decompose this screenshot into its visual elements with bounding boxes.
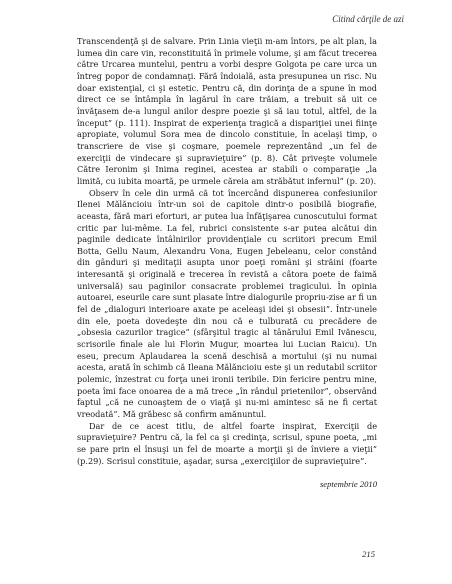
body-text bbox=[77, 36, 377, 467]
date-line: septembrie 2010 bbox=[319, 479, 377, 489]
paragraph-3: Dar de ce acest titlu, de altfel foarte inspirat, Exerciţii de supravieţuire? Pentru că, la fel ca şi credinţa, scrisul, spune poeta, „mi se pare prin el însuşi un fel de moarte a morţii şi de înviere a vieţii” (p.29). Scrisul constituie, aşadar, sursa „exerciţiilor de supravieţuire”. bbox=[77, 420, 377, 466]
paragraph-1: Transcendenţă şi de salvare. Prin Linia vieţii m-am întors, pe alt plan, la lumea din care vin, reconstituită în primele volume, şi am făcut trecerea către Urcarea muntelui, pentru a vorbi despre Golgota pe care urca un întreg popor de condamnaţi. Fără îndoială, asta presupunea un risc. Nu doar existenţial, ci şi estetic. Pentru că, din dorinţa de a spune în mod direct ce se întâmpla în lagărul în care trăiam, a trebuit să uit ce învăţasem de-a lungul anilor despre poezie şi să iau totul, altfel, de la început” (p. 111). Inspirat de experienţa tragică a dispariţiei unei fiinţe apropiate, volumul Sora mea de dincolo constituie, în acelaşi timp, o transcriere de vise şi coşmare, poemele reprezentând „un fel de exerciţii de vindecare şi supravieţuire” (p. 8). Cât priveşte volumele Către Ieronim şi Inima reginei, acestea ar stabili o comparaţie „la limită, cu iubita moartă, pe urmele căreia am străbătut infernul” (p. 20). bbox=[77, 36, 377, 186]
page-number: 215 bbox=[362, 549, 375, 559]
running-head: Citind cărţile de azi bbox=[332, 14, 404, 24]
paragraph-2: Observ în cele din urmă că tot încercând dispunerea confesiunilor Ilenei Mălăncioiu într-un soi de capitole dintr-o posibilă biografie, aceasta, fără mari eforturi, ar putea lua înfăţişarea cunoscutului format critic par lui-même. La fel, rubrici consistente s-ar putea alcătui din paginile dedicate întâlnirilor providenţiale cu scriitori precum Emil Botta, Gellu Naum, Alexandru Vona, Eugen Jebeleanu, celor constând din gânduri şi meditaţii asupta unor poeţi români şi străini (foarte interesantă şi originală e trecerea în revistă a câtora poete de faimă universală) sau paginilor consacrate problemei tragicului. În opinia autoarei, eseurile care sunt plasate între dialogurile propriu-zise ar fi un fel de „dialoguri interioare axate pe aceleaşi idei şi obsesii”. Într-unele din ele, poeta dovedeşte din nou că e tulburată cu precădere de „obsesia cazurilor tragice” (sfârşitul tragic al tânărului Emil Ivănescu, scrisorile finale ale lui Florin Mugur, moartea lui Lucian Raicu). Un eseu, precum Aplaudarea la scenă deschisă a mortului (şi nu numai acesta, arată în schimb că Ileana Mălăncioiu este şi un redutabil scriitor polemic, înzestrat cu forţa unei ironii teribile. Din fericire pentru mine, poeta îmi face onoarea de a mă trece „în rândul prietenilor”, observând faptul „că ne cunoaştem de o viaţă şi nu-mi amintesc să ne fi certat vreodată”. Mă grăbesc să confirm amănuntul. bbox=[77, 187, 377, 419]
